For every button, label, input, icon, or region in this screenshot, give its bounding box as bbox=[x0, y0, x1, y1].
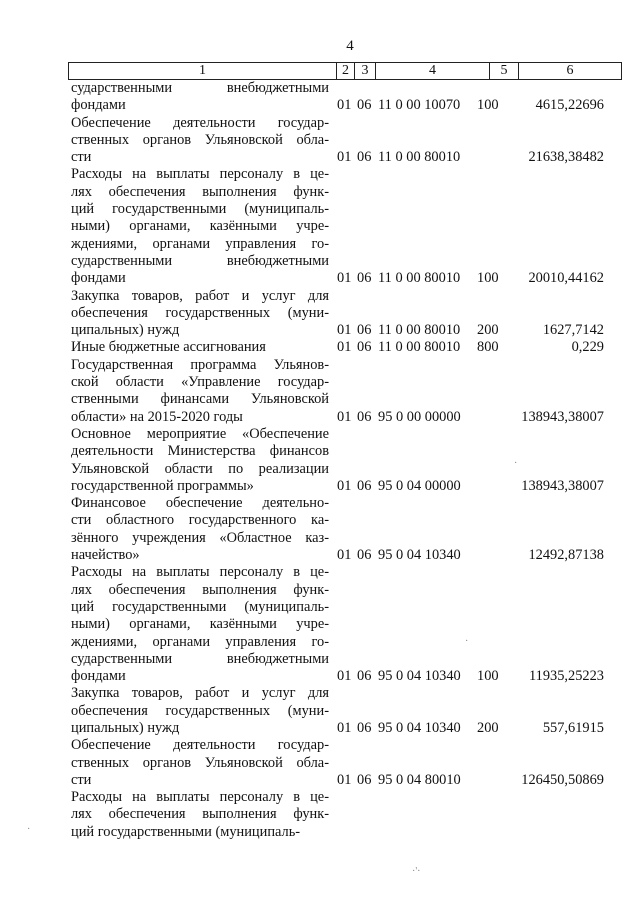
row-amount: 557,61915 bbox=[542, 719, 604, 736]
chapter-code: 01 bbox=[337, 270, 352, 287]
description-line: сударственными внебюджетными bbox=[71, 650, 329, 667]
description-line: ской области «Управление государ- bbox=[71, 374, 329, 391]
section-code: 06 bbox=[357, 149, 372, 166]
scan-speck: · bbox=[514, 458, 518, 469]
chapter-code: 01 bbox=[337, 339, 352, 356]
row-description bbox=[71, 737, 329, 789]
row-amount: 11935,25223 bbox=[528, 668, 604, 685]
row-description bbox=[71, 564, 329, 685]
table-row bbox=[0, 288, 640, 340]
row-amount: 0,229 bbox=[571, 339, 604, 356]
section-code: 06 bbox=[357, 668, 372, 685]
description-line: ственных органов Ульяновской обла- bbox=[71, 754, 329, 771]
description-line: фондами bbox=[71, 270, 126, 287]
description-line: Закупка товаров, работ и услуг для bbox=[71, 287, 329, 304]
description-line: лях обеспечения выполнения функ- bbox=[71, 806, 329, 823]
chapter-code: 01 bbox=[337, 719, 352, 736]
description-line: лях обеспечения выполнения функ- bbox=[71, 581, 329, 598]
description-line: Иные бюджетные ассигнования bbox=[71, 339, 266, 356]
target-article-code: 95 0 00 00000 bbox=[378, 408, 461, 425]
section-code: 06 bbox=[357, 339, 372, 356]
header-col-6: 6 bbox=[519, 63, 622, 80]
description-line: лях обеспечения выполнения функ- bbox=[71, 183, 329, 200]
target-article-code: 95 0 04 80010 bbox=[378, 771, 461, 788]
chapter-code: 01 bbox=[337, 149, 352, 166]
row-amount: 20010,44162 bbox=[528, 270, 604, 287]
description-line: Основное мероприятие «Обеспечение bbox=[71, 425, 329, 442]
target-article-code: 95 0 04 10340 bbox=[378, 547, 461, 564]
description-line: Финансовое обеспечение деятельно- bbox=[71, 495, 329, 512]
table-row bbox=[0, 495, 640, 564]
table-row bbox=[0, 737, 640, 789]
table-row bbox=[0, 564, 640, 685]
target-article-code: 11 0 00 80010 bbox=[378, 322, 461, 339]
row-amount: 126450,50869 bbox=[521, 771, 604, 788]
description-line: Расходы на выплаты персоналу в це- bbox=[71, 564, 329, 581]
section-code: 06 bbox=[357, 771, 372, 788]
target-article-code: 11 0 00 80010 bbox=[378, 270, 461, 287]
page-number: 4 bbox=[346, 38, 354, 54]
expense-type-code: 100 bbox=[477, 270, 499, 287]
description-line: сти bbox=[71, 149, 92, 166]
description-line: фондами bbox=[71, 97, 126, 114]
description-line: Расходы на выплаты персоналу в це- bbox=[71, 166, 329, 183]
description-line: Государственная программа Ульянов- bbox=[71, 356, 329, 373]
header-col-2: 2 bbox=[337, 63, 355, 80]
row-amount: 1627,7142 bbox=[542, 322, 604, 339]
description-line: ственных органов Ульяновской обла- bbox=[71, 131, 329, 148]
description-line: ций государственными (муниципаль- bbox=[71, 598, 329, 615]
header-col-5: 5 bbox=[490, 63, 519, 80]
row-description bbox=[71, 685, 329, 737]
description-line: сти областного государственного ка- bbox=[71, 512, 329, 529]
scan-speck: · bbox=[27, 824, 31, 835]
target-article-code: 11 0 00 80010 bbox=[378, 149, 461, 166]
description-line: ными) органами, казёнными учре- bbox=[71, 616, 329, 633]
description-line: области» на 2015-2020 годы bbox=[71, 408, 243, 425]
row-description bbox=[71, 357, 329, 426]
row-description bbox=[71, 288, 329, 340]
header-col-3: 3 bbox=[355, 63, 376, 80]
row-amount: 4615,22696 bbox=[535, 97, 604, 114]
target-article-code: 95 0 04 10340 bbox=[378, 719, 461, 736]
chapter-code: 01 bbox=[337, 408, 352, 425]
description-line: начейство» bbox=[71, 547, 140, 564]
description-line: сударственными внебюджетными bbox=[71, 252, 329, 269]
table-row bbox=[0, 339, 640, 356]
row-description bbox=[71, 426, 329, 495]
column-header-row bbox=[68, 62, 622, 80]
header-col-4: 4 bbox=[376, 63, 490, 80]
description-line: сти bbox=[71, 771, 92, 788]
table-row bbox=[0, 426, 640, 495]
chapter-code: 01 bbox=[337, 97, 352, 114]
section-code: 06 bbox=[357, 547, 372, 564]
table-row bbox=[0, 80, 640, 115]
description-line: сударственными внебюджетными bbox=[71, 80, 329, 96]
expense-type-code: 200 bbox=[477, 719, 499, 736]
row-description bbox=[71, 80, 329, 115]
section-code: 06 bbox=[357, 719, 372, 736]
description-line: Ульяновской области по реализации bbox=[71, 460, 329, 477]
section-code: 06 bbox=[357, 97, 372, 114]
row-description bbox=[71, 495, 329, 564]
description-line: деятельности Министерства финансов bbox=[71, 443, 329, 460]
description-line: Обеспечение деятельности государ- bbox=[71, 114, 329, 131]
description-line: Обеспечение деятельности государ- bbox=[71, 737, 329, 754]
description-line: ждениями, органами управления го- bbox=[71, 633, 329, 650]
chapter-code: 01 bbox=[337, 477, 352, 494]
expense-type-code: 200 bbox=[477, 322, 499, 339]
description-line: фондами bbox=[71, 668, 126, 685]
section-code: 06 bbox=[357, 270, 372, 287]
description-line: ций государственными (муниципаль- bbox=[71, 823, 301, 840]
description-line: ными) органами, казёнными учре- bbox=[71, 218, 329, 235]
section-code: 06 bbox=[357, 322, 372, 339]
target-article-code: 11 0 00 80010 bbox=[378, 339, 461, 356]
description-line: ципальных) нужд bbox=[71, 322, 180, 339]
description-line: зённого учреждения «Областное каз- bbox=[71, 529, 329, 546]
row-amount: 138943,38007 bbox=[521, 408, 604, 425]
scan-speck: · bbox=[465, 636, 469, 647]
row-amount: 138943,38007 bbox=[521, 477, 604, 494]
target-article-code: 95 0 04 10340 bbox=[378, 668, 461, 685]
description-line: государственной программы» bbox=[71, 477, 254, 494]
description-line: Закупка товаров, работ и услуг для bbox=[71, 685, 329, 702]
chapter-code: 01 bbox=[337, 322, 352, 339]
description-line: ций государственными (муниципаль- bbox=[71, 201, 329, 218]
expense-type-code: 100 bbox=[477, 97, 499, 114]
table-row bbox=[0, 166, 640, 287]
chapter-code: 01 bbox=[337, 668, 352, 685]
section-code: 06 bbox=[357, 477, 372, 494]
table-row bbox=[0, 789, 640, 841]
description-line: ждениями, органами управления го- bbox=[71, 235, 329, 252]
expense-type-code: 100 bbox=[477, 668, 499, 685]
section-code: 06 bbox=[357, 408, 372, 425]
table-row bbox=[0, 357, 640, 426]
chapter-code: 01 bbox=[337, 547, 352, 564]
table-row bbox=[0, 685, 640, 737]
header-col-1: 1 bbox=[69, 63, 337, 80]
description-line: ственными финансами Ульяновской bbox=[71, 391, 329, 408]
target-article-code: 11 0 00 10070 bbox=[378, 97, 461, 114]
row-description bbox=[71, 339, 329, 356]
description-line: обеспечения государственных (муни- bbox=[71, 304, 329, 321]
row-amount: 21638,38482 bbox=[528, 149, 604, 166]
row-description bbox=[71, 115, 329, 167]
table-row bbox=[0, 115, 640, 167]
budget-table-body bbox=[0, 80, 640, 841]
scan-speck: ·'· bbox=[412, 866, 421, 877]
chapter-code: 01 bbox=[337, 771, 352, 788]
description-line: Расходы на выплаты персоналу в це- bbox=[71, 789, 329, 806]
target-article-code: 95 0 04 00000 bbox=[378, 477, 461, 494]
row-amount: 12492,87138 bbox=[528, 547, 604, 564]
expense-type-code: 800 bbox=[477, 339, 499, 356]
row-description bbox=[71, 789, 329, 841]
description-line: обеспечения государственных (муни- bbox=[71, 702, 329, 719]
row-description bbox=[71, 166, 329, 287]
description-line: ципальных) нужд bbox=[71, 719, 180, 736]
